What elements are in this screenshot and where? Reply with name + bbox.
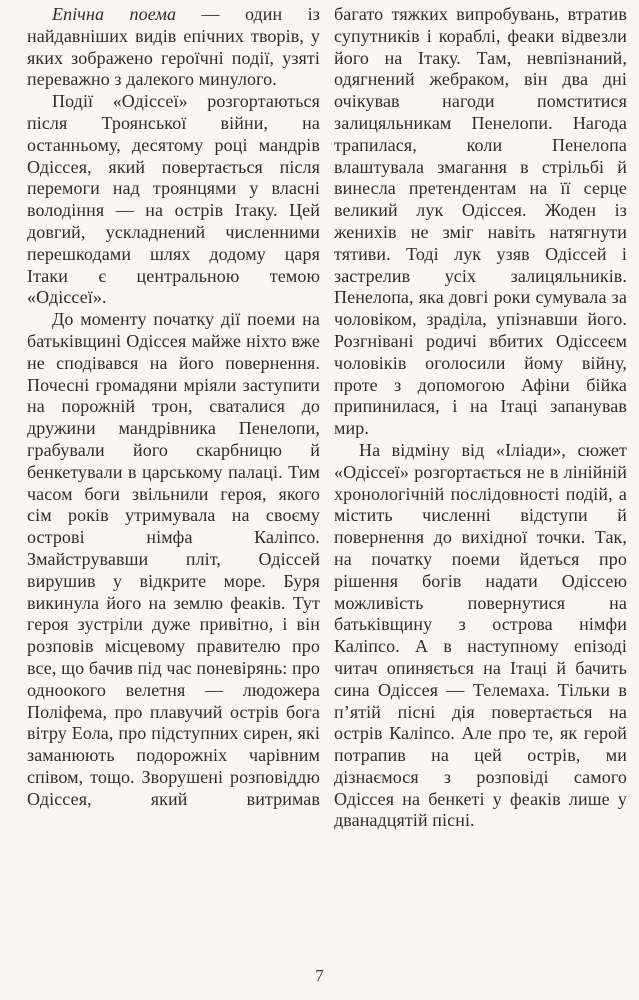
term-epic-poem: Епічна поема (52, 4, 177, 24)
paragraph-plot-structure: На відміну від «Іліади», сюжет «Одіссеї» розгортається не в лінійній хронологічній послідовності подій, а містить численні відступи й повернення до вихідної точки. Так, на початку поеми йдеться про рішення богів надати Одіссею можливість повернутися на батьківщину з острова німфи Каліпсо. А в наступному епізоді читач опиняється на Ітаці й бачить сина Одіссея — Телемаха. Тільки в п’ятій пісні дія повертається на острів Каліпсо. Але про те, як герой потрапив на цей острів, ми дізнаємося з розповіді самого Одіссея на бенкеті у феаків лише у дванадцятій пісні. (334, 439, 627, 831)
paragraph-epic-poem-definition (27, 4, 320, 91)
paragraph-odyssey-events: Події «Одіссеї» розгортаються після Троянської війни, на останньому, десятому році мандрів Одіссея, який повертається після перемоги над троянцями у власні володіння — на острів Ітаку. Цей довгий, ускладнений численними перешкодами шлях додому царя Ітаки є центральною темою «Одіссеї». (27, 91, 320, 308)
paragraph-poem-start: До моменту початку дії поеми на батьківщині Одіссея майже ніхто вже не сподівався на його повернення. Почесні громадяни мріяли заступити на порожній трон, сваталися до дружини мандрівника Пенелопи, грабували його скарбницю й бенкетували в царському палаці. Тим часом боги звільнили героя, якого сім років утримувала на своєму острові німфа Каліпсо. Змайструвавши пліт, Одіссей вирушив у відкрите море. Буря викинула його на землю феаків. Тут героя зустріли дуже привітно, і він розповів місцевому правителю про все, що бачив під час поневірянь: про одноокого велетня — людожера Поліфема, про плавучий острів бога вітру Еола, про підступних сирен, які заманюють подорожніх чарівним співом, тощо. Зворушені розповіддю Одіссея, який витримав (27, 309, 320, 809)
paragraph-return-to-ithaca: багато тяжких випробувань, втратив супутників і кораблі, феаки відвезли його на Ітаку. Там, невпізнаний, одягнений жебраком, він два дні очікував нагоди помститися залицяльникам Пенелопи. Нагода трапилася, коли Пенелопа влаштувала змагання в стрільбі й винесла претендентам на її серце великий лук Одіссея. Жоден із женихів не зміг навіть натягнути тятиви. Тоді лук узяв Одіссей і застрелив усіх залицяльників. Пенелопа, яка довгі роки сумувала за чоловіком, зраділа, упізнавши його. Розгнівані родичі вбитих Одіссеєм чоловіків оголосили йому війну, проте з допомогою Афіни бійка припинилася, і на Ітаці запанував мир. (334, 4, 627, 439)
page-number: 7 (315, 966, 324, 985)
column-right (334, 4, 627, 832)
text-columns (27, 4, 627, 832)
column-left (27, 4, 320, 832)
paragraph-text: — один із найдавніших видів епічних творів, у яких зображено героїчні події, узяті переважно з далекого минулого. (27, 4, 320, 90)
